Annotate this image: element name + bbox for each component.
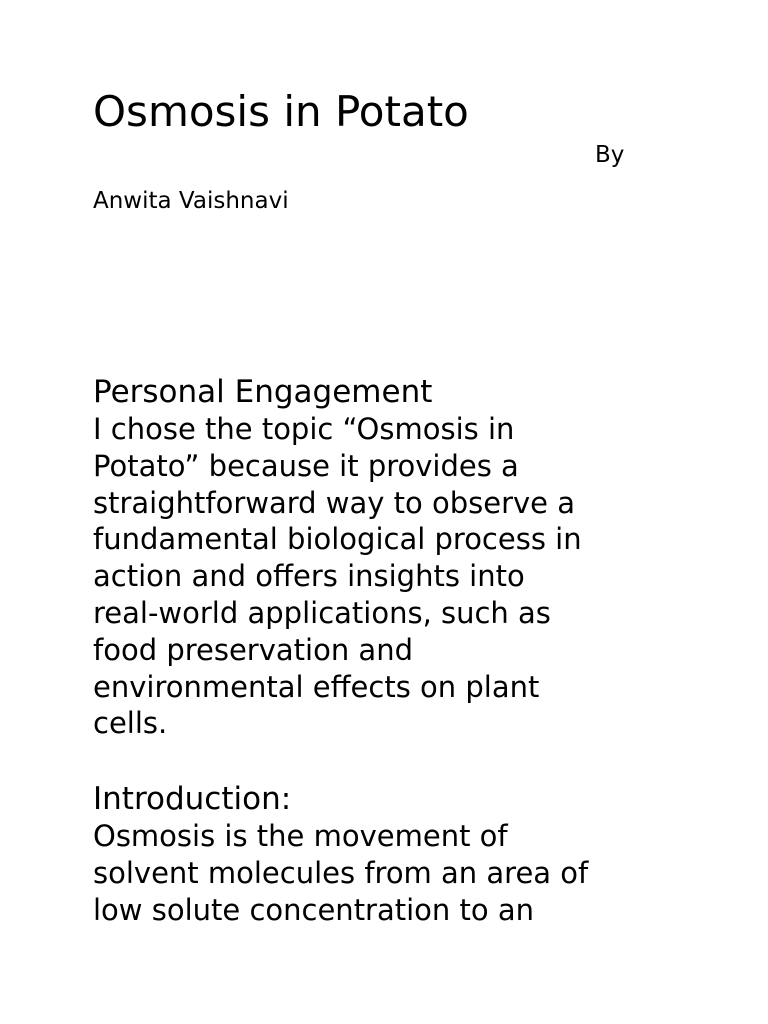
body-line: environmental effects on plant [93,669,540,704]
section-personal-engagement [93,374,693,742]
body-line: solvent molecules from an area of [93,855,589,890]
document-title: Osmosis in Potato [93,87,469,136]
body-line: I chose the topic “Osmosis in [93,412,515,446]
body-line: food preservation and [93,632,413,667]
body-line: real-world applications, such as [93,595,551,630]
author-name: Anwita Vaishnavi [93,188,289,214]
body-line: cells. [93,706,168,741]
body-line: fundamental biological process in [93,522,582,557]
body-line: Potato” because it provides a [93,448,519,483]
body-line: straightforward way to observe a [93,485,576,520]
section-heading: Introduction: [93,781,292,817]
section-introduction [93,781,693,928]
section-heading: Personal Engagement [93,374,433,410]
body-line: action and offers insights into [93,559,525,594]
by-label: By [595,142,625,168]
section-body [93,411,693,742]
section-body [93,818,693,928]
body-line: low solute concentration to an [93,892,535,927]
body-line: Osmosis is the movement of [93,819,508,853]
